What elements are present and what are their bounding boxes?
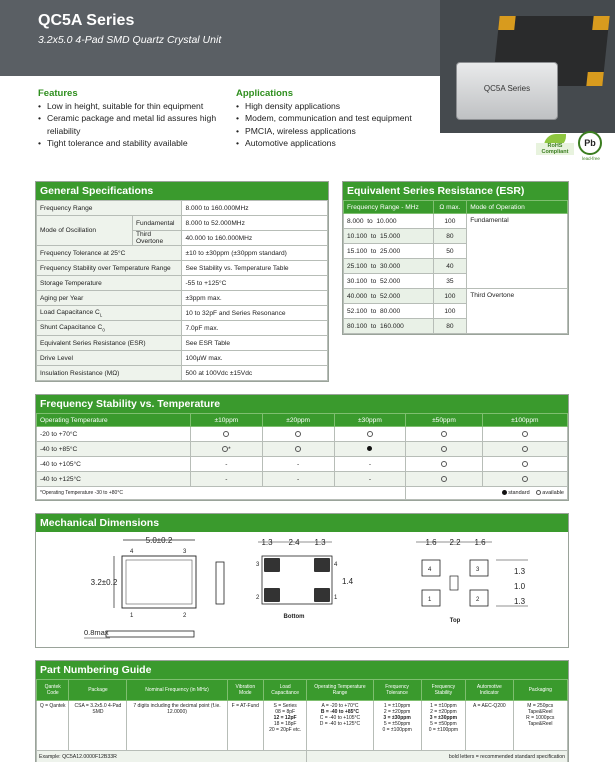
top-view-label: Top [449, 618, 461, 624]
stability-cell [406, 442, 482, 457]
esr-range: 8.000 to 10.000 [344, 214, 434, 229]
part-number-cell: 1 = ±10ppm 2 = ±20ppm 3 = ±30ppm 5 = ±50ppm 0 = ±100ppm [421, 701, 466, 751]
side-view [216, 562, 224, 604]
table-row: Equivalent Series Resistance (ESR) See ESR Table [37, 336, 328, 351]
svg-text:1: 1 [334, 595, 338, 601]
section-title: Part Numbering Guide [36, 661, 568, 679]
esr-range: 10.100 to 15.000 [344, 229, 434, 244]
stability-panel [35, 394, 569, 501]
package-outline [122, 556, 196, 608]
table-footnote-row: *Operating Temperature -30 to +80°C standard available [37, 487, 568, 500]
table-row [37, 701, 568, 751]
svg-text:2.4: 2.4 [288, 538, 300, 547]
part-number-cell: S = Series 08 = 8pF 12 = 12pF 18 = 18pF 20 = 20pF etc. [263, 701, 306, 751]
table-header-row [37, 680, 568, 701]
stability-cell [262, 427, 334, 442]
part-number-header: Packaging [513, 680, 567, 701]
table-footer-row [37, 751, 568, 762]
part-number-header: Automotive Indicator [466, 680, 513, 701]
list-item: • Automotive applications [236, 137, 436, 149]
bottom-view-label: Bottom [283, 614, 305, 620]
svg-text:2: 2 [256, 595, 260, 601]
stability-cell [190, 427, 262, 442]
product-title: QC5A Series [38, 12, 135, 29]
svg-text:4: 4 [334, 562, 338, 568]
list-item: • Low in height, suitable for thin equipment [38, 100, 228, 112]
stability-cell: - [334, 472, 406, 487]
table-row [37, 472, 568, 487]
svg-text:2: 2 [183, 613, 187, 619]
available-legend-label: available [542, 490, 564, 496]
stability-cell [406, 427, 482, 442]
stability-cell: - [262, 472, 334, 487]
table-row [344, 289, 568, 304]
esr-range: 40.000 to 52.000 [344, 289, 434, 304]
rohs-icon [536, 134, 574, 160]
table-row: Drive Level 100µW max. [37, 351, 328, 366]
table-header-row: Frequency Range - MHz Ω max. Mode of Operation [344, 201, 568, 214]
rohs-compliant-text: Compliant [541, 149, 569, 155]
available-circle-icon [295, 431, 301, 437]
standard-dot-icon [367, 446, 372, 451]
table-row: Load Capacitance $C_L$ 10 to 32pF and Series Resonance [37, 306, 328, 321]
part-number-cell: A = AEC-Q200 [466, 701, 513, 751]
esr-range: 80.100 to 160.000 [344, 319, 434, 334]
mechanical-drawing [36, 532, 568, 646]
esr-range: 25.100 to 30.000 [344, 259, 434, 274]
applications-list [236, 100, 436, 150]
stability-cell [482, 457, 567, 472]
available-circle-icon [223, 431, 229, 437]
section-title: General Specifications [36, 182, 328, 200]
temperature-range: -40 to +85°C [37, 442, 191, 457]
part-number-header: Nominal Frequency (in MHz) [127, 680, 227, 701]
temperature-range: -40 to +105°C [37, 457, 191, 472]
stability-cell [482, 472, 567, 487]
standard-legend-label: standard [508, 490, 530, 496]
section-title: Frequency Stability vs. Temperature [36, 395, 568, 413]
esr-table [343, 200, 568, 334]
svg-text:1.6: 1.6 [425, 538, 437, 547]
lead-free-icon: Pb [578, 131, 602, 155]
mechanical-dimensions-panel [35, 513, 569, 648]
available-circle-icon [441, 476, 447, 482]
table-row: Frequency Tolerance at 25°C ±10 to ±30ppm (±30ppm standard) [37, 246, 328, 261]
part-number-header: Package [69, 680, 127, 701]
general-specifications-table [36, 200, 328, 381]
available-circle-icon [522, 446, 528, 452]
list-item: • Ceramic package and metal lid assures high reliability [38, 112, 228, 137]
esr-ohm: 50 [433, 244, 467, 259]
table-row [37, 442, 568, 457]
part-number-cell: A = -20 to +70°C B = -40 to +85°C C = -40 to +105°C D = -40 to +125°C [307, 701, 373, 751]
stability-cell: - [334, 457, 406, 472]
table-row: Shunt Capacitance $C_0$ 7.0pF max. [37, 321, 328, 336]
table-header-row: Operating Temperature ±10ppm ±20ppm ±30ppm ±50ppm ±100ppm [37, 414, 568, 427]
rohs-text: RoHS [547, 143, 563, 149]
available-circle-icon [522, 461, 528, 467]
svg-text:2.2: 2.2 [449, 538, 461, 547]
crystal-front-view [456, 62, 558, 120]
stability-cell [406, 457, 482, 472]
esr-range: 52.100 to 80.000 [344, 304, 434, 319]
svg-text:1: 1 [130, 613, 134, 619]
esr-ohm: 100 [433, 214, 467, 229]
esr-mode: Third Overtone [467, 289, 568, 334]
part-numbering-table [36, 679, 568, 762]
part-number-header: Qantek Code [37, 680, 69, 701]
esr-panel [342, 181, 569, 335]
stability-cell [334, 442, 406, 457]
bold-note-text: bold letters = recommended standard specification [307, 751, 568, 762]
height-dimension: 0.8max [84, 628, 109, 637]
standard-legend-icon [502, 490, 507, 495]
product-subtitle: 3.2x5.0 4-Pad SMD Quartz Crystal Unit [38, 34, 222, 46]
svg-text:1.4: 1.4 [342, 577, 354, 586]
table-row [37, 427, 568, 442]
stability-cell: * [190, 442, 262, 457]
svg-text:4: 4 [130, 549, 134, 555]
esr-ohm: 80 [433, 229, 467, 244]
part-numbering-panel [35, 660, 569, 762]
part-number-cell: 1 = ±10ppm 2 = ±20ppm 3 = ±30ppm 5 = ±50ppm 0 = ±100ppm [373, 701, 421, 751]
part-number-header: Operating Temperature Range [307, 680, 373, 701]
applications-heading: Applications [236, 88, 294, 99]
list-item: • PMCIA, wireless applications [236, 125, 436, 137]
product-label: QC5A Series [483, 84, 531, 93]
esr-ohm: 100 [433, 304, 467, 319]
svg-text:1.6: 1.6 [474, 538, 486, 547]
esr-ohm: 100 [433, 289, 467, 304]
header-banner [0, 0, 615, 93]
table-row: Insulation Resistance (MΩ) 500 at 100Vdc ±15Vdc [37, 366, 328, 381]
svg-text:3: 3 [183, 549, 187, 555]
part-number-header: Vibration Mode [227, 680, 263, 701]
temperature-range: -40 to +125°C [37, 472, 191, 487]
part-number-header: Frequency Tolerance [373, 680, 421, 701]
features-heading: Features [38, 88, 78, 99]
compliance-badges [536, 131, 606, 161]
esr-range: 30.100 to 52.000 [344, 274, 434, 289]
table-row [37, 457, 568, 472]
table-row: Storage Temperature -55 to +125°C [37, 276, 328, 291]
width-dimension: 3.2±0.2 [90, 578, 118, 587]
section-title: Mechanical Dimensions [36, 514, 568, 532]
esr-range: 15.100 to 25.000 [344, 244, 434, 259]
table-row: Aging per Year ±3ppm max. [37, 291, 328, 306]
available-circle-icon [441, 431, 447, 437]
available-circle-icon [441, 446, 447, 452]
svg-text:1.3: 1.3 [514, 567, 526, 576]
stability-table [36, 413, 568, 500]
product-image [440, 0, 615, 133]
stability-cell: - [190, 472, 262, 487]
available-circle-icon [295, 446, 301, 452]
stability-cell: - [262, 457, 334, 472]
general-specifications-panel [35, 181, 329, 382]
svg-text:2: 2 [476, 597, 480, 603]
list-item: • Tight tolerance and stability available [38, 137, 228, 149]
available-circle-icon [222, 446, 228, 452]
table-row [344, 214, 568, 229]
esr-ohm: 35 [433, 274, 467, 289]
table-row: Frequency Range 8.000 to 160.000MHz [37, 201, 328, 216]
profile-view [106, 631, 194, 637]
part-number-cell: Q = Qantek [37, 701, 69, 751]
available-circle-icon [522, 476, 528, 482]
section-title: Equivalent Series Resistance (ESR) [343, 182, 568, 200]
available-circle-icon [522, 431, 528, 437]
esr-ohm: 40 [433, 259, 467, 274]
list-item: • High density applications [236, 100, 436, 112]
part-number-cell: CSA = 3.2x5.0 4-Pad SMD [69, 701, 127, 751]
length-dimension: 5.0±0.2 [145, 536, 173, 545]
stability-cell [406, 472, 482, 487]
table-row: Mode of Oscillation Fundamental 8.000 to 52.000MHz [37, 216, 328, 231]
available-legend-icon [536, 490, 541, 495]
svg-text:3: 3 [476, 567, 480, 573]
stability-cell [482, 442, 567, 457]
example-text: Example: QC5A12.0000F12B33R [37, 751, 307, 762]
part-number-cell: F = AT-Fund [227, 701, 263, 751]
svg-text:4: 4 [428, 567, 432, 573]
part-number-header: Load Capacitance [263, 680, 306, 701]
svg-text:3: 3 [256, 562, 260, 568]
features-list [38, 100, 228, 150]
svg-text:1.3: 1.3 [314, 538, 326, 547]
svg-text:1.3: 1.3 [514, 597, 526, 606]
table-row: Third Overtone 40.000 to 160.000MHz [37, 231, 328, 246]
lead-free-text: lead-free [582, 156, 600, 161]
table-row: Frequency Stability over Temperature Range See Stability vs. Temperature Table [37, 261, 328, 276]
stability-cell [482, 427, 567, 442]
stability-cell: - [190, 457, 262, 472]
esr-ohm: 80 [433, 319, 467, 334]
part-number-header: Frequency Stability [421, 680, 466, 701]
stability-cell [334, 427, 406, 442]
esr-mode: Fundamental [467, 214, 568, 289]
available-circle-icon [441, 461, 447, 467]
list-item: • Modem, communication and test equipment [236, 112, 436, 124]
temperature-range: -20 to +70°C [37, 427, 191, 442]
svg-text:1.3: 1.3 [261, 538, 273, 547]
part-number-cell: 7 digits including the decimal point (f.ie. 12.0000) [127, 701, 227, 751]
svg-text:1.0: 1.0 [514, 582, 526, 591]
svg-text:1: 1 [428, 597, 432, 603]
stability-cell [262, 442, 334, 457]
part-number-cell: M = 250pcs Tape&Reel R = 1000pcs Tape&Reel [513, 701, 567, 751]
available-circle-icon [367, 431, 373, 437]
